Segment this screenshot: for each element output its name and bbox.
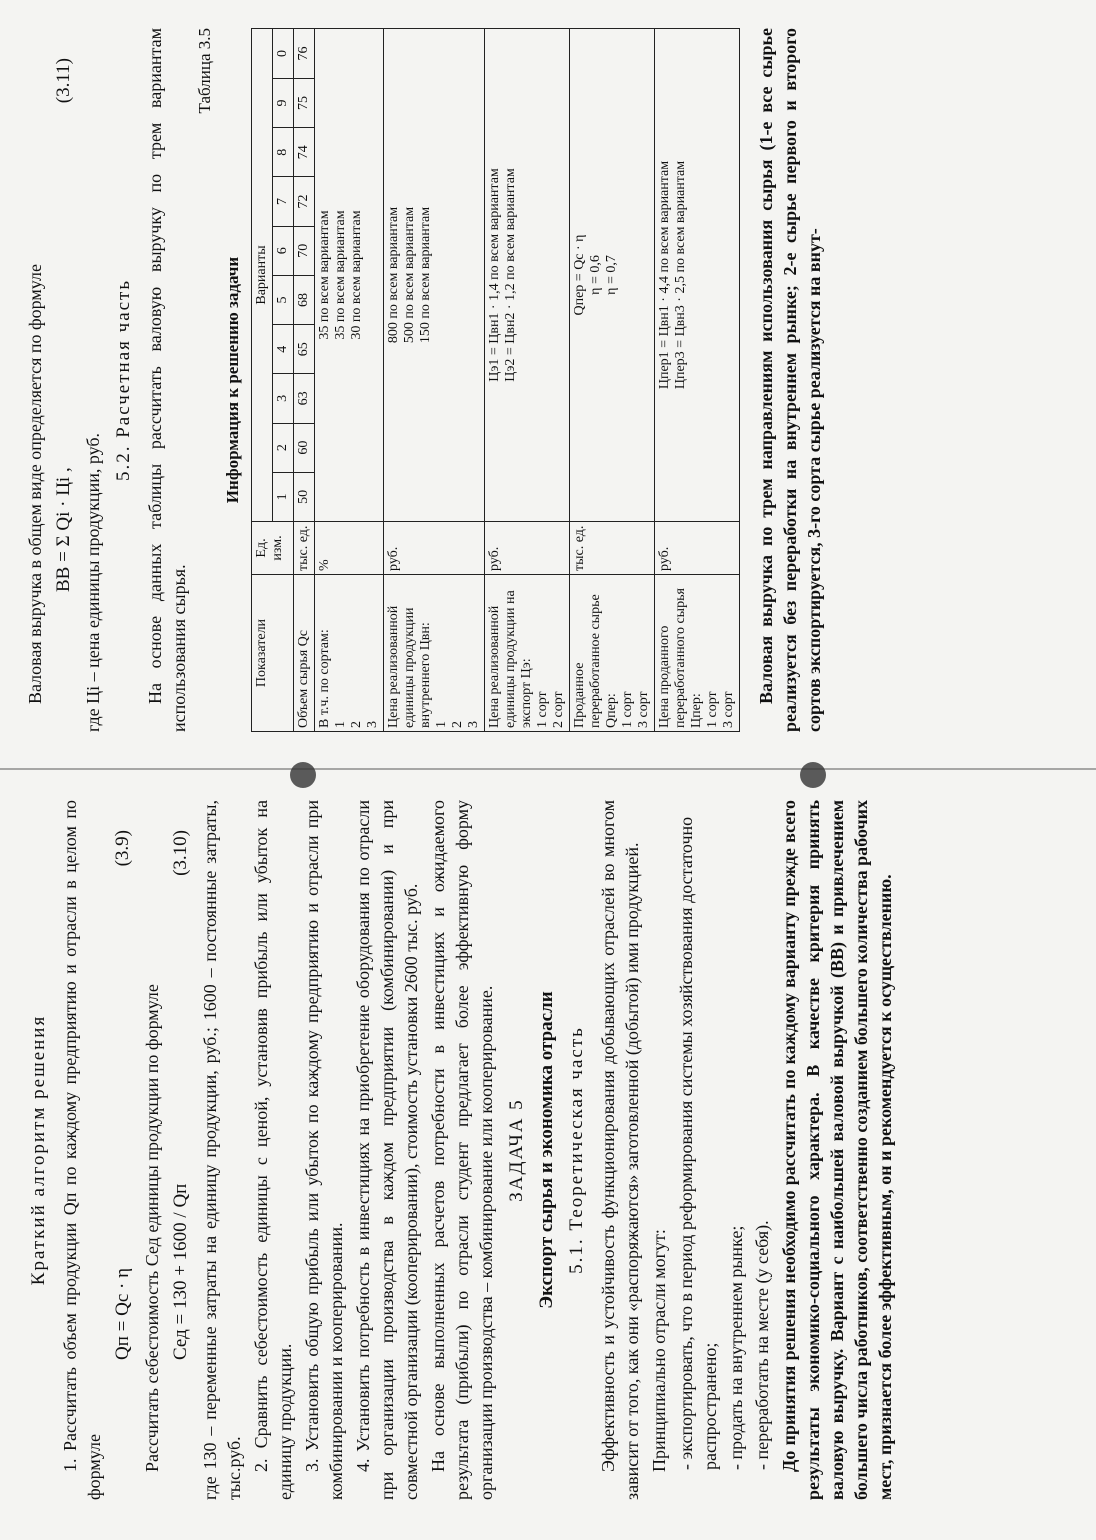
inner2-val: 500 по всем вариантам — [402, 206, 417, 344]
row-sorts-unit: % — [315, 522, 384, 575]
sort-3: 3 — [365, 721, 380, 728]
table-header-row — [252, 29, 273, 732]
proc-values — [570, 29, 655, 522]
calc-text: На основе данных таблицы рассчитать валовую выручку по трем вариантам использования сырья. — [145, 28, 189, 732]
price1-val: Цпер1 = Цвн1 · 4,4 по всем вариантам — [657, 160, 672, 390]
calc-cost: Рассчитать себестоимость Сед единицы продукции по формуле — [142, 984, 162, 1472]
left-page — [0, 770, 1096, 1540]
th-variant-4: 4 — [273, 325, 294, 374]
table-label: Таблица 3.5 — [195, 28, 214, 114]
where-text: где 130 – переменные затраты на единицу продукции, руб.; 1600 – постоянные затраты, тыс.руб. — [200, 800, 244, 1500]
sorts-label: В т.ч. по сортам: — [317, 629, 332, 728]
theory-p1: Эффективность и устойчивость функционирования добывающих отраслей во многом зависит от того, как они «распоряжаются» заготовленной (добытой) ими продукцией. — [598, 800, 642, 1500]
vol-8: 74 — [294, 128, 315, 177]
export-sort-2: 2 сорт — [551, 691, 566, 728]
th-variant-2: 2 — [273, 423, 294, 472]
table-row — [485, 29, 570, 732]
sort-1: 1 — [333, 721, 348, 728]
calc-title: 5.2. Расчетная часть — [113, 278, 134, 482]
conclusion: На основе выполненных расчетов потребности в инвестициях и ожидаемого результата (прибыли) по отрасли студент предлагает более эффективную форму организации производства – комбинирование или кооперирование. — [428, 800, 496, 1500]
row-export-unit: руб. — [485, 522, 570, 575]
table-label-row — [195, 28, 215, 732]
step1: 1. Рассчитать объем продукции Qп по каждому предприятию и отрасли в целом по формуле — [60, 800, 104, 1500]
th-variant-0: 0 — [273, 29, 294, 79]
row-inner-unit: руб. — [384, 522, 485, 575]
th-variant-1: 1 — [273, 472, 294, 521]
vol-1: 50 — [294, 472, 315, 521]
vv-intro: Валовая выручка в общем виде определяется по формуле — [25, 264, 45, 704]
row-sorts-label — [315, 575, 384, 732]
formula-3-10-expr: Сед = 130 + 1600 / Qп — [170, 1183, 191, 1360]
step4: 4. Установить потребность в инвестициях на приобретение оборудования по отрасли при организации производства в каждом предприятии (комбинировании) и при совместной организации (кооперировании), стоимость установки 2600 тыс. руб. — [353, 800, 421, 1500]
inner-values — [384, 29, 485, 522]
row-inner-label — [384, 575, 485, 732]
sort3-val: 30 по всем вариантам — [349, 210, 364, 340]
proc1-val: η = 0,6 — [588, 255, 603, 295]
price-sort-1: 1 сорт — [705, 691, 720, 728]
formula-3-11-expr: ВВ = Σ Qi · Цi , — [53, 467, 74, 592]
right-page — [0, 0, 1096, 768]
export-values — [485, 29, 570, 522]
table-row — [315, 29, 384, 732]
proc-label: Проданное переработанное сырье Qпер: — [572, 594, 619, 728]
proc3-val: η = 0,7 — [604, 255, 619, 295]
price-sort-3: 3 сорт — [721, 691, 736, 728]
proc-sort-3: 3 сорт — [636, 691, 651, 728]
th-variant-5: 5 — [273, 275, 294, 324]
th-variant-8: 8 — [273, 128, 294, 177]
th-indicator: Показатели — [252, 575, 294, 732]
th-variant-7: 7 — [273, 177, 294, 226]
table-row — [384, 29, 485, 732]
formula-3-11-num: (3.11) — [53, 58, 74, 104]
th-variant-6: 6 — [273, 226, 294, 275]
task-subtitle: Экспорт сырья и экономика отрасли — [536, 991, 557, 1309]
price3-val: Цпер3 = Цвн3 · 2,5 по всем вариантам — [673, 160, 688, 390]
inner-sort-2: 2 — [450, 721, 465, 728]
row-proc-unit: тыс. ед. — [570, 522, 655, 575]
row-volume-unit: тыс. ед. — [294, 522, 315, 575]
proc-sort-1: 1 сорт — [620, 691, 635, 728]
task-title: ЗАДАЧА 5 — [506, 1098, 527, 1202]
bottom-text: Валовая выручка по трем направлениям использования сырья (1-е все сырье реализуется без переработки на внутреннем рынке; 2-е сырье первого и второго сортов экспортируется, 3-го сорта сырье реализуется на внут- — [756, 28, 824, 732]
inner-label: Цена реализованной единицы продукции внутреннего Цвн: — [386, 605, 433, 728]
table-row — [570, 29, 655, 732]
exp2-val: Цэ2 = Цвн2 · 1,2 по всем вариантам — [503, 168, 518, 382]
price-values — [655, 29, 740, 522]
vol-4: 65 — [294, 325, 315, 374]
vol-2: 60 — [294, 423, 315, 472]
formula-3-9-num: (3.9) — [112, 830, 133, 867]
option-1: - экспортировать, что в период реформирования системы хозяйствования достаточно распространено; — [676, 816, 720, 1470]
th-variant-9: 9 — [273, 78, 294, 127]
row-export-label — [485, 575, 570, 732]
theory-p2: Принципиально отрасли могут: — [649, 1229, 669, 1472]
page-fold — [0, 768, 1096, 770]
algo-title: Краткий алгоритм решения — [28, 1014, 49, 1286]
sort1-val: 35 по всем вариантам — [317, 210, 332, 340]
sort-2: 2 — [349, 721, 364, 728]
vol-0: 76 — [294, 29, 315, 79]
th-variant-3: 3 — [273, 374, 294, 423]
exp1-val: Цэ1 = Цвн1 · 1,4 по всем вариантам — [487, 168, 502, 382]
table-row — [655, 29, 740, 732]
option-3: - переработать на месте (у себя). — [752, 1220, 772, 1470]
th-variants: Варианты — [252, 29, 273, 522]
inner-sort-3: 3 — [466, 721, 481, 728]
table-row — [294, 29, 315, 732]
formula-3-11 — [53, 28, 75, 732]
sort2-val: 35 по всем вариантам — [333, 210, 348, 340]
formula-3-9-expr: Qп = Qс · η — [112, 1267, 133, 1360]
option-2: - продать на внутреннем рынке; — [726, 1225, 746, 1470]
theory-title: 5.1. Теоретическая часть — [566, 1026, 587, 1274]
inner3-val: 150 по всем вариантам — [418, 206, 433, 344]
table-title: Информация к решению задачи — [223, 256, 242, 504]
vol-9: 75 — [294, 78, 315, 127]
proc-formula: Qпер = Qс · η — [572, 234, 587, 316]
row-price-unit: руб. — [655, 522, 740, 575]
binder-hole-top — [290, 762, 316, 788]
vol-7: 72 — [294, 177, 315, 226]
theory-p3: До принятия решения необходимо рассчитать по каждому варианту прежде всего результаты экономико-социального характера. В качестве критерия принять валовую выручку. Вариант с наибольшей валовой выручкой (ВВ) и привлечением большего числа работников, соответственно созданием большего количества рабочих мест, признается более эффективным, он и рекомендуется к осуществлению. — [779, 800, 895, 1500]
vol-3: 63 — [294, 374, 315, 423]
th-unit: Ед. изм. — [252, 522, 294, 575]
sorts-values — [315, 29, 384, 522]
vol-5: 68 — [294, 275, 315, 324]
price-label: Цена проданного переработанного сырья Цпер: — [657, 588, 704, 728]
formula-3-10-num: (3.10) — [170, 830, 191, 876]
step2: 2. Сравнить себестоимость единицы с ценой, установив прибыль или убыток на единицу продукции. — [251, 800, 295, 1500]
step3: 3. Установить общую прибыль или убыток по каждому предприятию и отрасли при комбинировании и кооперировании. — [302, 800, 346, 1500]
inner1-val: 800 по всем вариантам — [386, 206, 401, 344]
formula-3-9 — [112, 800, 134, 1500]
data-table — [251, 28, 740, 732]
row-proc-label — [570, 575, 655, 732]
binder-hole-bottom — [800, 762, 826, 788]
inner-sort-1: 1 — [434, 721, 449, 728]
export-label: Цена реализованной единицы продукции на экспорт Цэ: — [487, 590, 534, 728]
row-volume-label: Объем сырья Qс — [294, 575, 315, 732]
export-sort-1: 1 сорт — [535, 691, 550, 728]
vol-6: 70 — [294, 226, 315, 275]
formula-3-10 — [170, 800, 192, 1500]
row-price-label — [655, 575, 740, 732]
where-price: где Цi – цена единицы продукции, руб. — [83, 432, 103, 732]
